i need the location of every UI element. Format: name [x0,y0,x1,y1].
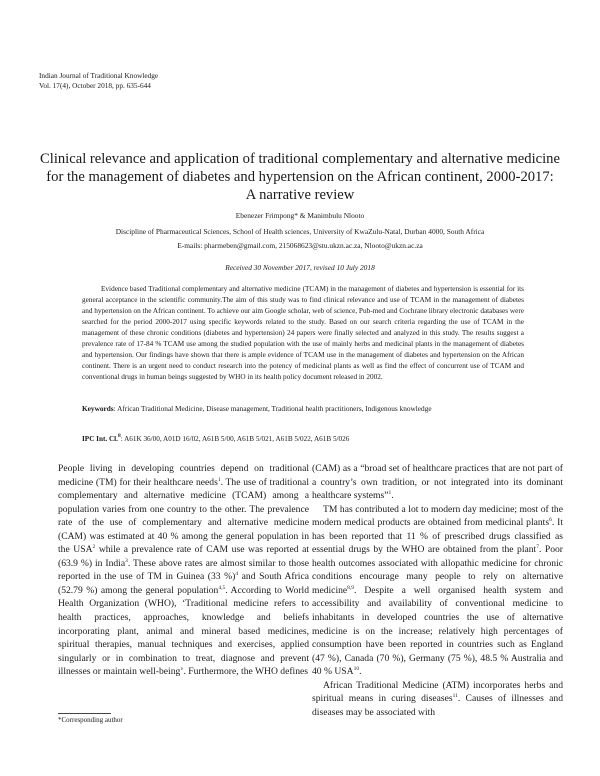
footnote: *Corresponding author [58,716,123,724]
citation[interactable]: 8,9 [347,584,355,591]
authors: Ebenezer Frimpong* & Manimbulu Nlooto [235,211,365,220]
citation[interactable]: 6 [549,517,552,524]
body-column-right [312,462,563,719]
journal-volume: Vol. 17(4), October 2018, pp. 635-644 [39,81,151,90]
emails: E-mails: pharmeben@gmail.com, 215068623@stu.ukzn.ac.za, Nlooto@ukzn.ac.za [177,241,423,250]
paragraph: African Traditional Medicine (ATM) incorporates herbs and spiritual means in curing diseases$^{11}$. Causes of illnesses and diseases may be associated with [312,679,563,718]
affiliation: Discipline of Pharmaceutical Sciences, School of Health sciences, University of KwaZulu-Natal, Durban 4000, South Africa [115,227,485,236]
body-column-left [58,462,309,679]
paper-title: Clinical relevance and application of traditional complementary and alternative medicine for the management of diabetes and hypertension on the African continent, 2000-2017: A narrative review [40,151,560,203]
citation[interactable]: 10 [353,666,360,673]
received-date: Received 30 November 2017, revised 10 July 2018 [225,263,375,272]
citation[interactable]: 11 [452,693,458,700]
paragraph: TM has contributed a lot to modern day medicine; most of the modern medical products are obtained from medicinal plants$^6$. It has been reported that 11 % of prescribed drugs classified as essential drugs by the WHO are obtained from the plant$^7$. Poor health outcomes associated with allopathic medicine for chronic conditions encourage many people to rely on alternative medicine$^{8,9}$. Despite a well organised health system and accessibility and availability of conventional medicine to inhabitants in developed countries the use of alternative medicine is on the increase; relatively high percentages of consumption have been reported in countries such as England (47 %), Canada (70 %), Germany (75 %), 48.5 % Australia and 40 % USA$^{10}$. [312,503,563,678]
citation[interactable]: 4 [235,571,239,578]
citation[interactable]: 2 [92,544,96,551]
keywords-label: Keywords [82,404,114,413]
citation[interactable]: 1 [217,476,221,483]
abstract: Evidence based Traditional complementary and alternative medicine (TCAM) in the management of diabetes and hypertension is essential for its general acceptance in the scientific community.The aim of this study was to find clinical relevance and use of TCAM in the management of diabetes and hypertension on the African continent. To achieve our aim Google scholar, web of science, Pub-med and Cochrane library electronic databases were searched for the period 2000-2017 using specific keywords related to the study. Based on our search criteria regarding the use of TCAM in the management of these chronic conditions (diabetes and hypertension) 24 papers were finally selected and analyzed in this study. The results suggest a prevalence rate of 17-84 % TCAM use among the studied population with the use of mainly herbs and medicinal plants in the management of diabetes and hypertension. Our findings have shown that there is ample evidence of TCAM use in the management of diabetes and hypertension on the African continent. There is an urgent need to conduct research into the potency of medicinal plants as well as find the effect of concurrent use of TCAM and conventional drugs in human beings suggested by WHO in its health policy document released in 2002. [82,285,524,381]
ipc-classification [82,435,542,443]
journal-header [39,71,158,91]
paragraph: (CAM) as a “broad set of healthcare practices that are not part of a country’s own tradition, or not integrated into its dominant healthcare systems”$^1$. [312,463,563,502]
ipc-label: IPC Int. Cl.$^8$ [82,433,121,443]
paragraph: People living in developing countries depend on traditional medicine (TM) for their healthcare needs$^1$. The use of traditional complementary and alternative medicine (TCAM) among a population varies from one country to the other. The prevalence rate of the use of complementary and alternative medicine (CAM) was estimated at 40 % among the general population in the USA$^2$ while a prevalence rate of CAM use was reported at (63.9 %) in India$^3$. These above rates are almost similar to those reported in the use of TM in Guinea (33 %)$^4$ and South Africa (52.79 %) among the general population$^{4,5}$. According to World Health Organization (WHO), ‘Traditional medicine refers to health practices, approaches, knowledge and beliefs incorporating plant, animal and mineral based medicines, spiritual therapies, manual techniques and exercises, applied singularly or in combination to treat, diagnose and prevent illnesses or maintain well-being’. Furthermore, the WHO defines [58,463,310,678]
journal-name: Indian Journal of Traditional Knowledge [39,71,159,80]
keywords [82,404,542,413]
citation[interactable]: 4,5 [218,584,226,591]
keywords-text: : African Traditional Medicine, Disease management, Traditional health practitioners, Indigenous knowledge [113,404,432,413]
citation[interactable]: 3 [125,557,128,564]
citation[interactable]: 7 [536,544,539,551]
ipc-text: : A61K 36/00, A01D 16/02, A61B 5/00, A61B 5/021, A61B 5/022, A61B 5/026 [120,435,350,443]
footnote-divider [58,713,111,714]
citation[interactable]: 1 [388,490,392,497]
